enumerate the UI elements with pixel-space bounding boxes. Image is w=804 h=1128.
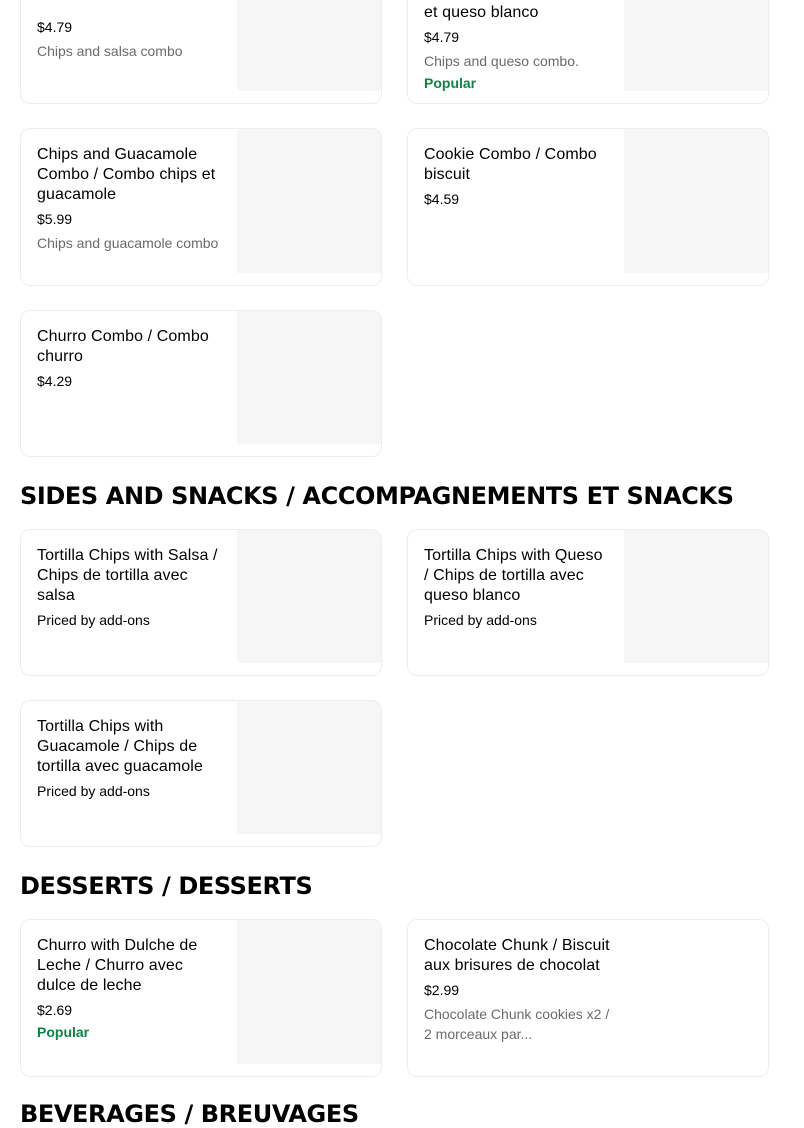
item-title: Tortilla Chips with Guacamole / Chips de tortilla avec guacamole [37, 718, 203, 775]
item-title: Cookie Combo / Combo biscuit [424, 146, 597, 183]
item-price: Priced by add-ons [37, 612, 150, 628]
menu-item-card[interactable] [20, 0, 382, 104]
menu-item-card[interactable] [407, 128, 769, 286]
item-price: $4.29 [37, 373, 73, 389]
item-image-placeholder [237, 920, 381, 1064]
item-price: $2.99 [424, 982, 460, 998]
item-price: $4.59 [424, 191, 460, 207]
menu-item-card[interactable] [407, 529, 769, 676]
item-title: et queso blanco [424, 4, 539, 21]
item-price: Priced by add-ons [424, 612, 537, 628]
item-description: Chips and guacamole combo [37, 235, 219, 251]
menu-item-card[interactable] [20, 128, 382, 286]
item-price: $4.79 [424, 29, 460, 45]
menu-item-card[interactable] [20, 700, 382, 847]
section-heading-sides: SIDES AND SNACKS / ACCOMPAGNEMENTS ET SNACKS [20, 482, 734, 510]
section-heading-beverages: BEVERAGES / BREUVAGES [20, 1100, 359, 1128]
item-title: Tortilla Chips with Queso / Chips de tortilla avec queso blanco [424, 547, 603, 604]
popular-badge: Popular [37, 1024, 90, 1040]
item-image-placeholder [624, 530, 768, 663]
item-image-placeholder [624, 0, 768, 91]
item-title: Churro with Dulche de Leche / Churro avec dulce de leche [37, 937, 198, 994]
item-price: $5.99 [37, 211, 73, 227]
item-description: Chocolate Chunk cookies x2 / 2 morceaux par... [424, 1006, 610, 1042]
item-image-placeholder [237, 129, 381, 273]
item-image-placeholder [624, 129, 768, 273]
item-title: Tortilla Chips with Salsa / Chips de tortilla avec salsa [37, 547, 218, 604]
item-image-placeholder [237, 0, 381, 91]
item-title: Chocolate Chunk / Biscuit aux brisures de chocolat [424, 937, 610, 974]
item-title: Chips and Guacamole Combo / Combo chips et guacamole [37, 146, 216, 203]
item-image-placeholder [237, 530, 381, 663]
menu-item-card[interactable] [407, 919, 769, 1077]
item-title: Churro Combo / Combo churro [37, 328, 209, 365]
menu-item-card[interactable] [20, 919, 382, 1077]
popular-badge: Popular [424, 75, 477, 91]
item-price: $4.79 [37, 19, 73, 35]
item-price: Priced by add-ons [37, 783, 150, 799]
item-image-placeholder [237, 311, 381, 444]
menu-item-card[interactable] [407, 0, 769, 104]
item-image-placeholder [237, 701, 381, 834]
item-price: $2.69 [37, 1002, 73, 1018]
item-description: Chips and queso combo. [424, 53, 579, 69]
menu-item-card[interactable] [20, 529, 382, 676]
section-heading-desserts: DESSERTS / DESSERTS [20, 872, 313, 900]
item-description: Chips and salsa combo [37, 43, 183, 59]
menu-item-card[interactable] [20, 310, 382, 457]
